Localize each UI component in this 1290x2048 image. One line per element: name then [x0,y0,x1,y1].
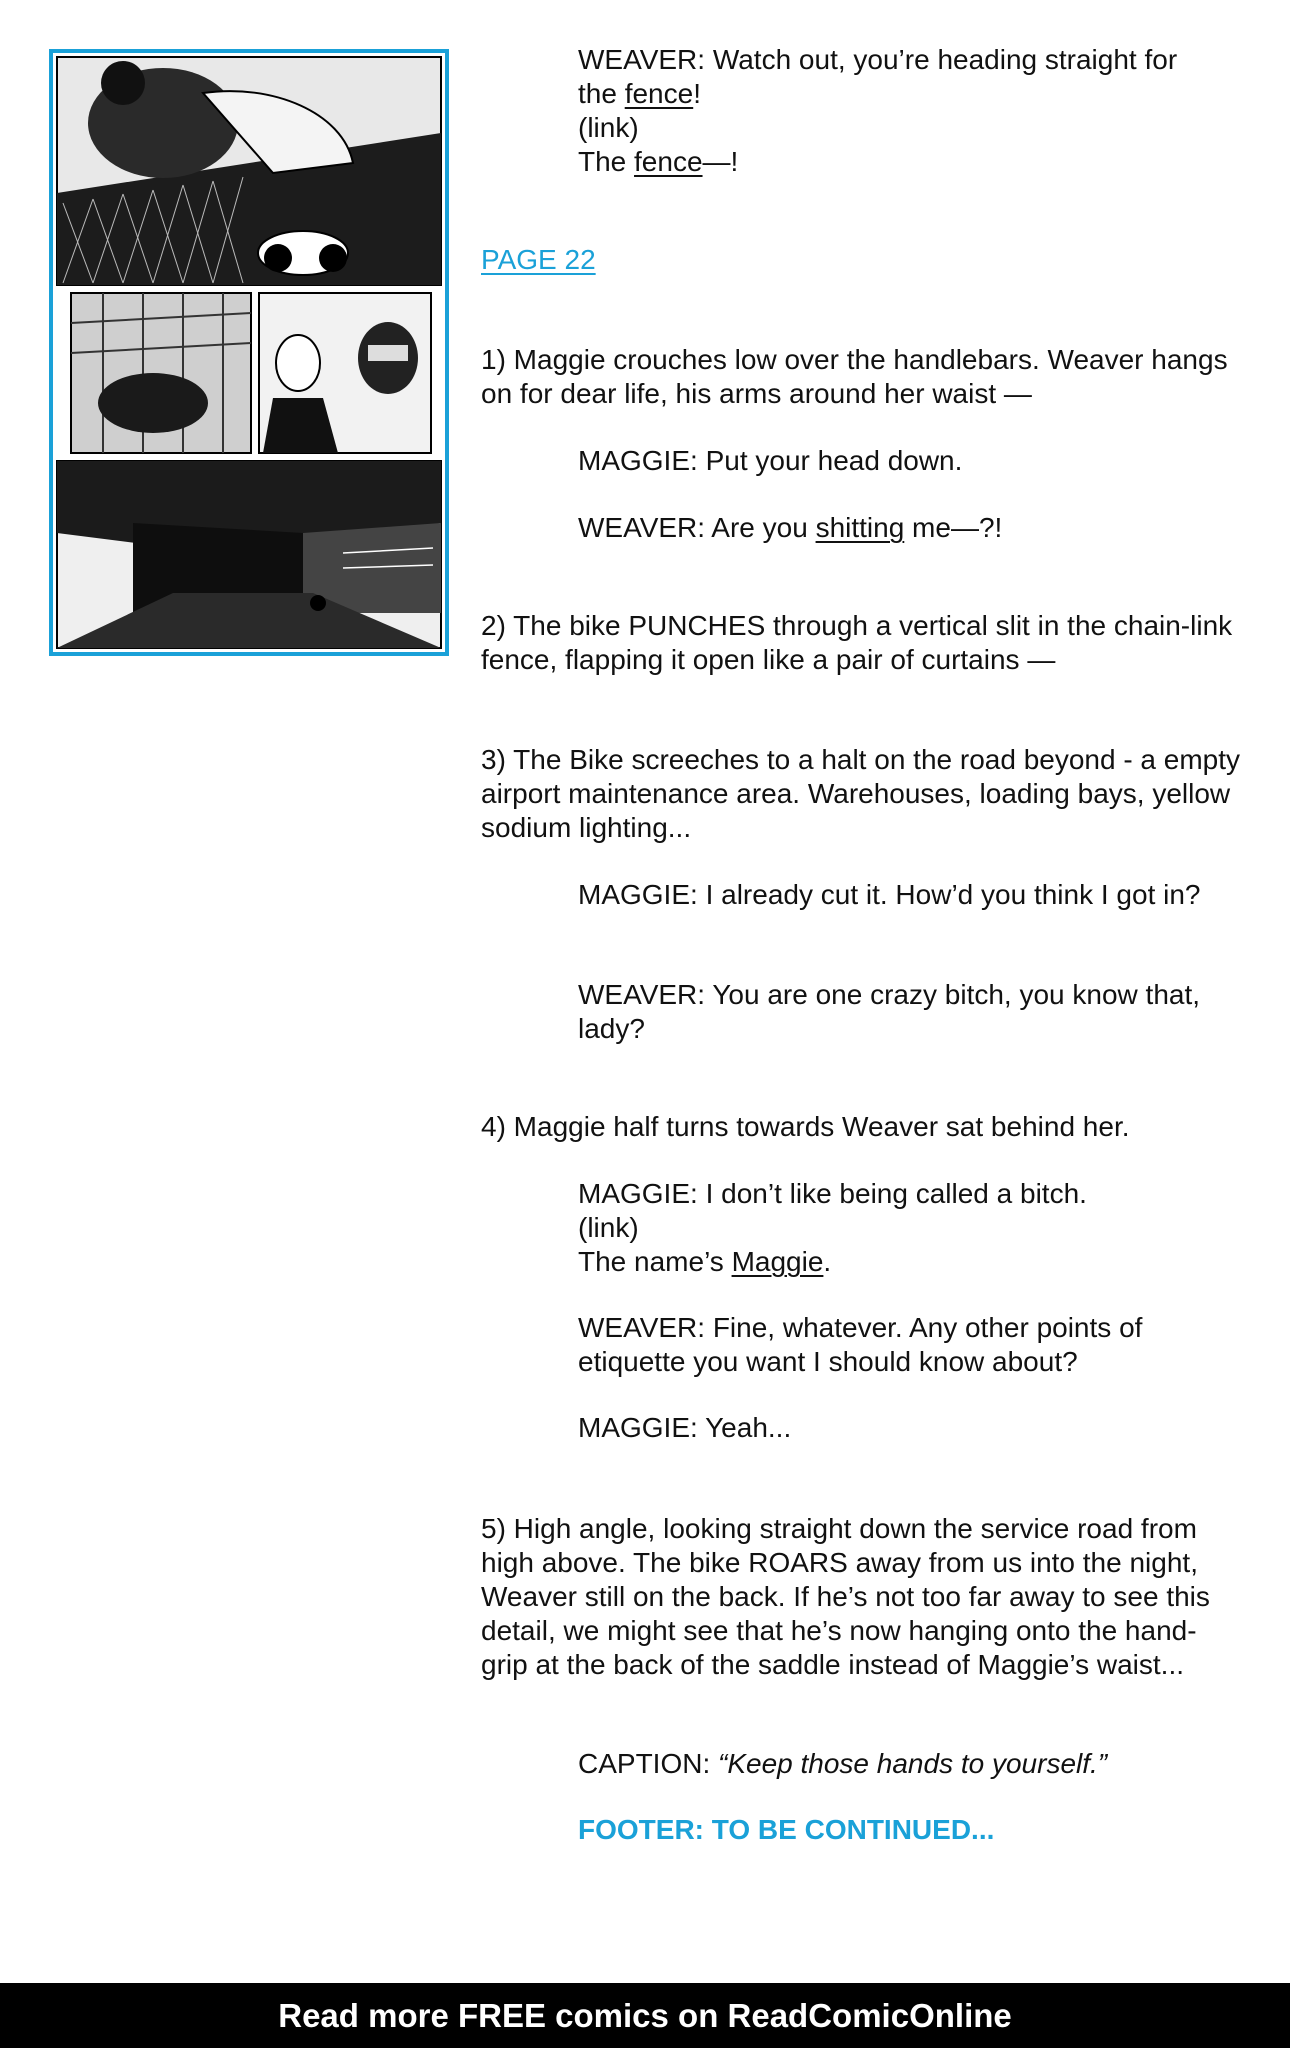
underlined-word: shitting [815,512,905,543]
footer-to-be-continued: FOOTER: TO BE CONTINUED... [578,1814,995,1845]
panel-4-maggie-reply: MAGGIE: Yeah... [578,1412,792,1443]
panel-2-description: 2) The bike PUNCHES through a vertical slit in the chain-link fence, flapping it open like a pair of curtains — [481,610,1233,675]
dialogue-text: The [578,146,635,177]
dialogue-link-note: (link) [578,112,639,143]
caption-label: CAPTION: [578,1748,719,1779]
read-more-banner[interactable]: Read more FREE comics on ReadComicOnline [0,1983,1290,2048]
dialogue-link-note: (link) [578,1212,639,1243]
panel-3-description: 3) The Bike screeches to a halt on the road beyond - a empty airport maintenance area. Warehouses, loading bays, yellow sodium lighting... [481,744,1241,843]
dialogue-text: WEAVER: Are you [578,512,816,543]
panel-4-description: 4) Maggie half turns towards Weaver sat behind her. [481,1111,1130,1142]
dialogue-line: MAGGIE: I don’t like being called a bitch. [578,1178,1087,1209]
underlined-word: fence [634,146,703,177]
page-22-link[interactable]: PAGE 22 [481,244,596,275]
comic-artwork [53,53,445,652]
dialogue-text: ! [693,78,701,109]
panel-5-description: 5) High angle, looking straight down the service road from high above. The bike ROARS away from us into the night, Weaver still on the back. If he’s not too far away to see this detail, we might see that he’s now hanging onto the hand-grip at the back of the saddle instead of Maggie’s waist... [481,1513,1210,1680]
dialogue-text: The name’s [578,1246,732,1277]
comic-page-thumbnail[interactable] [49,49,449,656]
dialogue-text: —! [702,146,739,177]
artwork-panel-1 [57,57,441,285]
panel-1-description: 1) Maggie crouches low over the handlebars. Weaver hangs on for dear life, his arms around her waist — [481,344,1228,409]
artwork-panel-3 [57,461,441,648]
dialogue-text: . [823,1246,832,1277]
panel-4-maggie-dialogue [578,1177,1228,1279]
panel-1-weaver-dialogue [578,511,1228,545]
dialogue-line: WEAVER: Watch out, you’re heading straight for [578,44,1178,75]
panel-5-caption [578,1747,1228,1781]
panel-3-weaver-dialogue: WEAVER: You are one crazy bitch, you know that, lady? [578,979,1201,1044]
dialogue-text: the [578,78,625,109]
artwork-panel-2 [71,293,431,453]
panel-1-maggie-dialogue: MAGGIE: Put your head down. [578,445,963,476]
underlined-word: fence [624,78,694,109]
weaver-dialogue-fence [578,43,1228,179]
panel-4-weaver-dialogue: WEAVER: Fine, whatever. Any other points of etiquette you want I should know about? [578,1312,1143,1377]
panel-3-maggie-dialogue: MAGGIE: I already cut it. How’d you think I got in? [578,879,1201,910]
dialogue-text: me—?! [904,512,1003,543]
underlined-word: Maggie [731,1246,824,1277]
caption-text: “Keep those hands to yourself.” [718,1748,1108,1779]
